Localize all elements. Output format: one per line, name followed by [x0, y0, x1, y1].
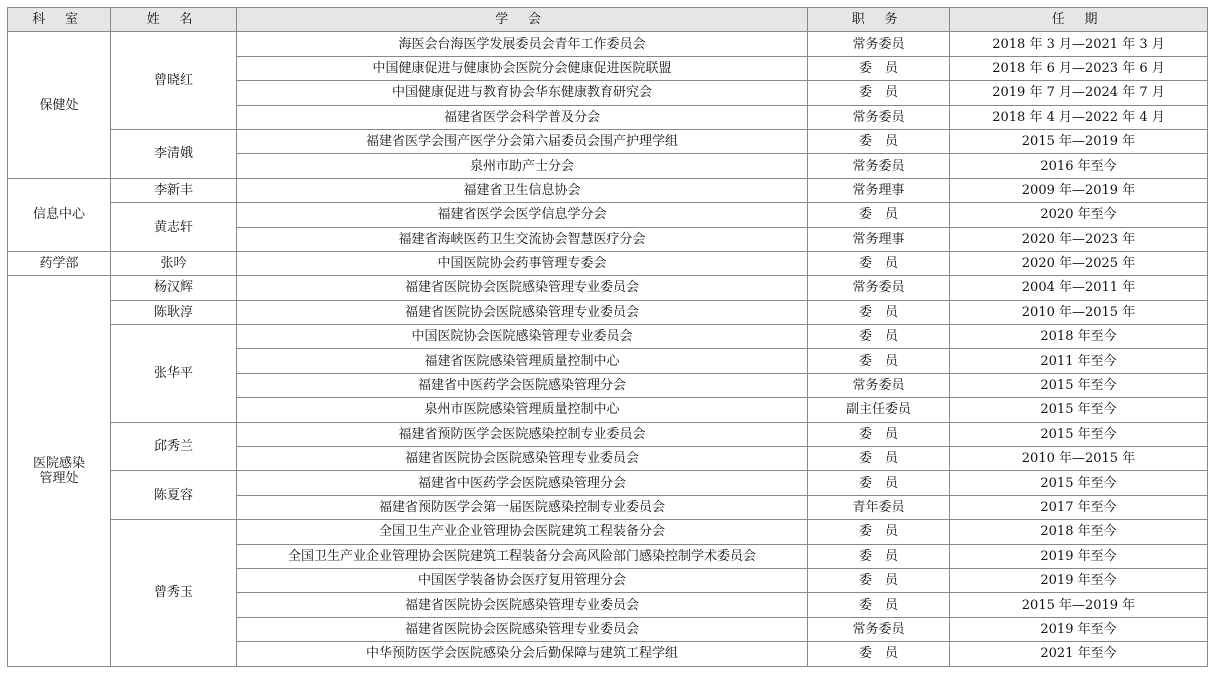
society-cell: 福建省医院感染管理质量控制中心	[237, 349, 808, 373]
position-cell: 委 员	[808, 544, 950, 568]
position-cell: 委 员	[808, 568, 950, 592]
position-cell: 常务委员	[808, 105, 950, 129]
society-cell: 福建省预防医学会第一届医院感染控制专业委员会	[237, 495, 808, 519]
membership-table-container	[7, 7, 1207, 667]
society-cell: 中国医院协会医院感染管理专业委员会	[237, 325, 808, 349]
dept-cell: 保健处	[8, 32, 111, 178]
society-cell: 中华预防医学会医院感染分会后勤保障与建筑工程学组	[237, 642, 808, 666]
society-cell: 福建省卫生信息协会	[237, 178, 808, 202]
society-cell: 福建省医学会医学信息学分会	[237, 203, 808, 227]
term-cell: 2009 年—2019 年	[950, 178, 1208, 202]
person-name-cell: 张华平	[111, 325, 237, 423]
header-dept: 科 室	[8, 8, 111, 32]
position-cell: 常务委员	[808, 373, 950, 397]
society-cell: 福建省医院协会医院感染管理专业委员会	[237, 276, 808, 300]
person-name-cell: 黄志轩	[111, 203, 237, 252]
term-cell: 2017 年至今	[950, 495, 1208, 519]
table-row	[8, 276, 1208, 300]
header-name: 姓 名	[111, 8, 237, 32]
position-cell: 委 员	[808, 81, 950, 105]
society-cell: 全国卫生产业企业管理协会医院建筑工程装备分会	[237, 520, 808, 544]
position-cell: 委 员	[808, 251, 950, 275]
society-cell: 泉州市医院感染管理质量控制中心	[237, 398, 808, 422]
table-row	[8, 129, 1208, 153]
position-cell: 常务委员	[808, 32, 950, 56]
membership-table	[7, 7, 1208, 667]
position-cell: 常务委员	[808, 617, 950, 641]
position-cell: 常务理事	[808, 227, 950, 251]
term-cell: 2010 年—2015 年	[950, 447, 1208, 471]
header-position: 职 务	[808, 8, 950, 32]
position-cell: 委 员	[808, 349, 950, 373]
term-cell: 2015 年—2019 年	[950, 129, 1208, 153]
society-cell: 中国健康促进与教育协会华东健康教育研究会	[237, 81, 808, 105]
term-cell: 2019 年 7 月—2024 年 7 月	[950, 81, 1208, 105]
position-cell: 委 员	[808, 203, 950, 227]
society-cell: 泉州市助产士分会	[237, 154, 808, 178]
term-cell: 2021 年至今	[950, 642, 1208, 666]
table-row	[8, 178, 1208, 202]
term-cell: 2018 年 4 月—2022 年 4 月	[950, 105, 1208, 129]
table-row	[8, 300, 1208, 324]
term-cell: 2015 年至今	[950, 422, 1208, 446]
society-cell: 福建省中医药学会医院感染管理分会	[237, 471, 808, 495]
table-row	[8, 325, 1208, 349]
term-cell: 2020 年—2023 年	[950, 227, 1208, 251]
society-cell: 福建省预防医学会医院感染控制专业委员会	[237, 422, 808, 446]
position-cell: 委 员	[808, 642, 950, 666]
position-cell: 委 员	[808, 300, 950, 324]
term-cell: 2018 年至今	[950, 325, 1208, 349]
header-society: 学 会	[237, 8, 808, 32]
table-row	[8, 32, 1208, 56]
person-name-cell: 杨汉辉	[111, 276, 237, 300]
society-cell: 福建省海峡医药卫生交流协会智慧医疗分会	[237, 227, 808, 251]
society-cell: 中国健康促进与健康协会医院分会健康促进医院联盟	[237, 56, 808, 80]
term-cell: 2020 年—2025 年	[950, 251, 1208, 275]
position-cell: 委 员	[808, 471, 950, 495]
position-cell: 委 员	[808, 447, 950, 471]
dept-cell: 药学部	[8, 251, 111, 275]
position-cell: 副主任委员	[808, 398, 950, 422]
society-cell: 福建省医院协会医院感染管理专业委员会	[237, 617, 808, 641]
term-cell: 2016 年至今	[950, 154, 1208, 178]
person-name-cell: 邱秀兰	[111, 422, 237, 471]
position-cell: 委 员	[808, 520, 950, 544]
term-cell: 2015 年至今	[950, 398, 1208, 422]
society-cell: 全国卫生产业企业管理协会医院建筑工程装备分会高风险部门感染控制学术委员会	[237, 544, 808, 568]
term-cell: 2019 年至今	[950, 617, 1208, 641]
position-cell: 常务理事	[808, 178, 950, 202]
position-cell: 委 员	[808, 56, 950, 80]
position-cell: 常务委员	[808, 154, 950, 178]
person-name-cell: 曾晓红	[111, 32, 237, 130]
person-name-cell: 张吟	[111, 251, 237, 275]
person-name-cell: 李新丰	[111, 178, 237, 202]
dept-cell: 医院感染 管理处	[8, 276, 111, 666]
term-cell: 2018 年 3 月—2021 年 3 月	[950, 32, 1208, 56]
term-cell: 2019 年至今	[950, 544, 1208, 568]
header-term: 任 期	[950, 8, 1208, 32]
term-cell: 2010 年—2015 年	[950, 300, 1208, 324]
society-cell: 福建省医院协会医院感染管理专业委员会	[237, 447, 808, 471]
dept-cell: 信息中心	[8, 178, 111, 251]
position-cell: 委 员	[808, 422, 950, 446]
term-cell: 2015 年至今	[950, 471, 1208, 495]
society-cell: 福建省医院协会医院感染管理专业委员会	[237, 300, 808, 324]
header-row	[8, 8, 1208, 32]
table-row	[8, 520, 1208, 544]
term-cell: 2015 年至今	[950, 373, 1208, 397]
term-cell: 2004 年—2011 年	[950, 276, 1208, 300]
position-cell: 委 员	[808, 593, 950, 617]
society-cell: 福建省医学会围产医学分会第六届委员会围产护理学组	[237, 129, 808, 153]
term-cell: 2018 年至今	[950, 520, 1208, 544]
term-cell: 2019 年至今	[950, 568, 1208, 592]
society-cell: 福建省医学会科学普及分会	[237, 105, 808, 129]
term-cell: 2015 年—2019 年	[950, 593, 1208, 617]
society-cell: 福建省医院协会医院感染管理专业委员会	[237, 593, 808, 617]
table-row	[8, 422, 1208, 446]
position-cell: 委 员	[808, 129, 950, 153]
table-row	[8, 251, 1208, 275]
position-cell: 常务委员	[808, 276, 950, 300]
person-name-cell: 陈耿淳	[111, 300, 237, 324]
position-cell: 委 员	[808, 325, 950, 349]
term-cell: 2011 年至今	[950, 349, 1208, 373]
society-cell: 中国医学装备协会医疗复用管理分会	[237, 568, 808, 592]
term-cell: 2020 年至今	[950, 203, 1208, 227]
society-cell: 海医会台海医学发展委员会青年工作委员会	[237, 32, 808, 56]
term-cell: 2018 年 6 月—2023 年 6 月	[950, 56, 1208, 80]
position-cell: 青年委员	[808, 495, 950, 519]
society-cell: 福建省中医药学会医院感染管理分会	[237, 373, 808, 397]
table-body	[8, 32, 1208, 666]
person-name-cell: 陈夏容	[111, 471, 237, 520]
table-row	[8, 471, 1208, 495]
person-name-cell: 曾秀玉	[111, 520, 237, 666]
person-name-cell: 李清娥	[111, 129, 237, 178]
table-row	[8, 203, 1208, 227]
society-cell: 中国医院协会药事管理专委会	[237, 251, 808, 275]
